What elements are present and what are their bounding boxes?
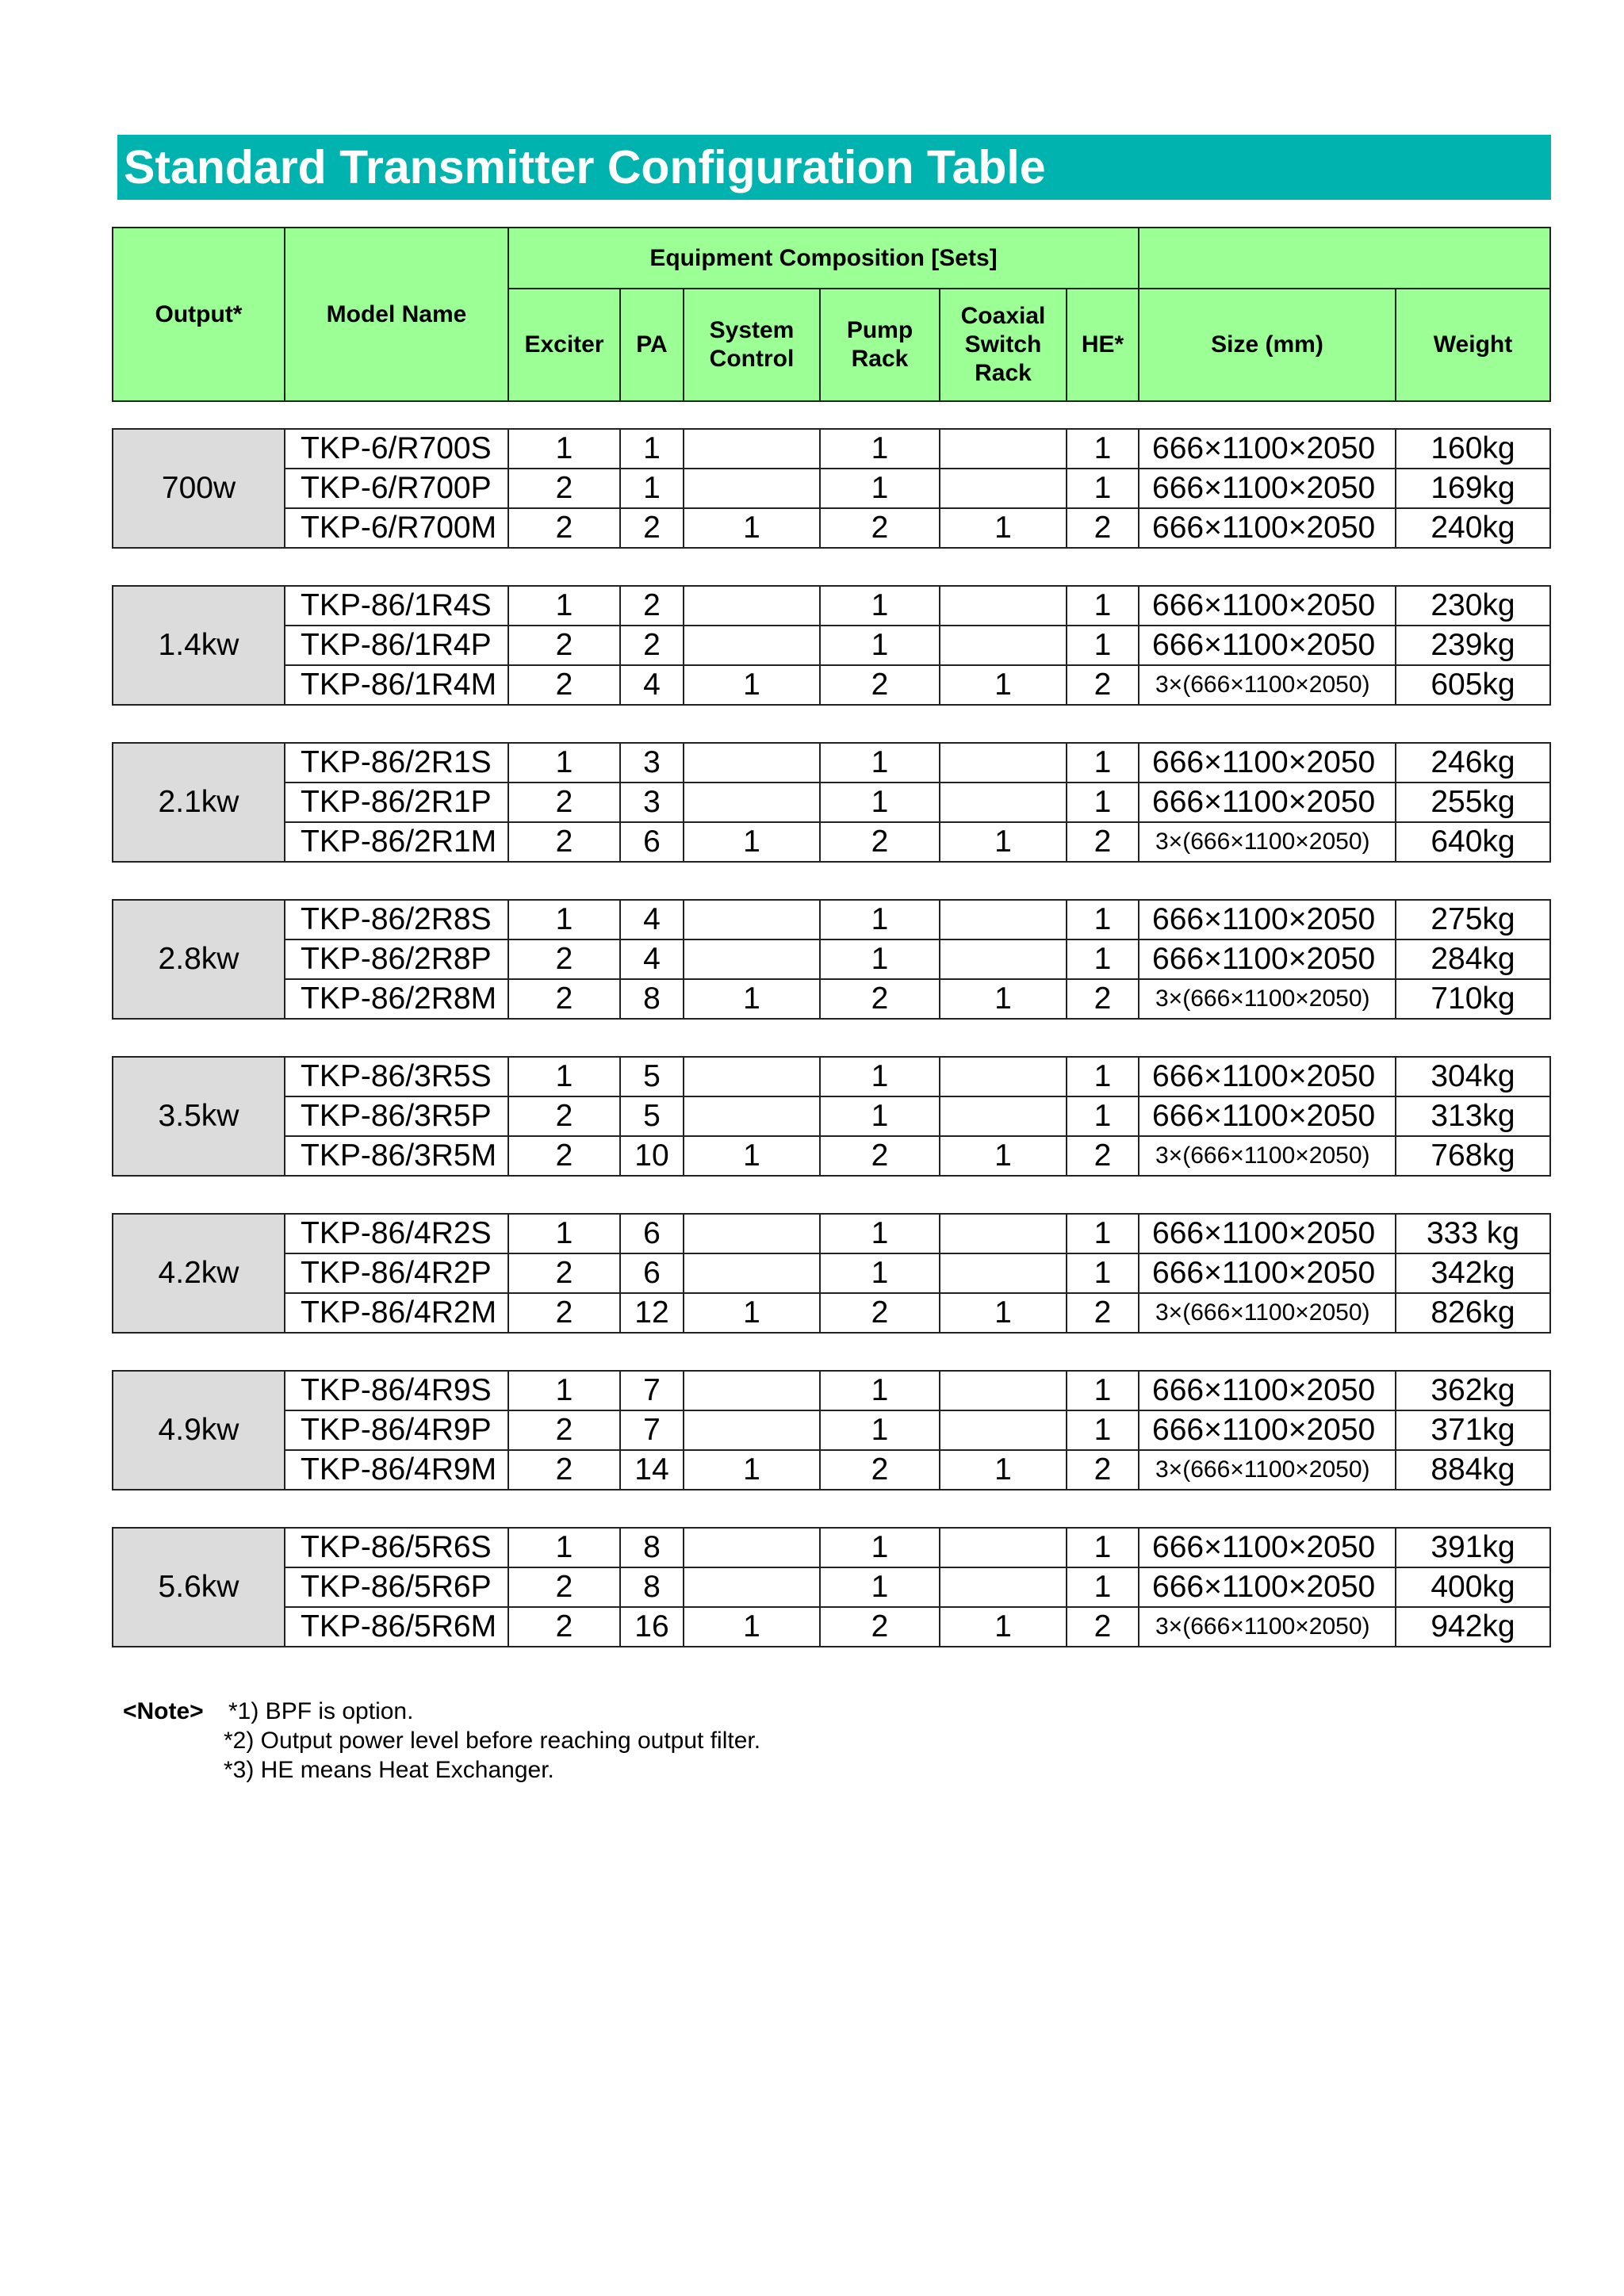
he-count: 2 xyxy=(1067,508,1139,548)
he-count: 1 xyxy=(1067,1214,1139,1253)
pa-count: 6 xyxy=(620,822,684,862)
weight: 371kg xyxy=(1396,1410,1550,1450)
system-control-count xyxy=(684,469,820,508)
system-control-count: 1 xyxy=(684,665,820,705)
coaxial-switch-count xyxy=(940,1253,1067,1293)
pa-count: 14 xyxy=(620,1450,684,1490)
size-mm: 666×1100×2050 xyxy=(1139,743,1396,783)
coaxial-switch-count: 1 xyxy=(940,508,1067,548)
table-row xyxy=(113,1410,1550,1450)
pa-count: 7 xyxy=(620,1371,684,1410)
note-label: <Note> xyxy=(123,1698,204,1724)
size-mm: 3×(666×1100×2050) xyxy=(1139,665,1396,705)
pump-rack-count: 1 xyxy=(820,429,940,469)
size-mm: 666×1100×2050 xyxy=(1139,1567,1396,1607)
he-count: 1 xyxy=(1067,900,1139,939)
pa-count: 8 xyxy=(620,1567,684,1607)
header-system-control xyxy=(684,289,820,401)
weight: 362kg xyxy=(1396,1371,1550,1410)
model-name: TKP-86/4R2P xyxy=(285,1253,508,1293)
weight: 313kg xyxy=(1396,1096,1550,1136)
pa-count: 6 xyxy=(620,1214,684,1253)
he-count: 1 xyxy=(1067,1096,1139,1136)
model-name: TKP-86/1R4S xyxy=(285,586,508,626)
system-control-count: 1 xyxy=(684,979,820,1019)
weight: 391kg xyxy=(1396,1528,1550,1567)
he-count: 1 xyxy=(1067,1528,1139,1567)
size-mm: 3×(666×1100×2050) xyxy=(1139,1136,1396,1176)
pump-rack-count: 1 xyxy=(820,626,940,665)
model-name: TKP-86/2R8P xyxy=(285,939,508,979)
exciter-count: 2 xyxy=(508,822,620,862)
output-group-3-5kw xyxy=(112,1056,1551,1177)
system-control-count xyxy=(684,900,820,939)
output-power: 700w xyxy=(113,429,285,548)
coaxial-switch-count xyxy=(940,429,1067,469)
table-row xyxy=(113,1450,1550,1490)
he-count: 1 xyxy=(1067,1253,1139,1293)
table-row xyxy=(113,1528,1550,1567)
header-pa: PA xyxy=(620,289,684,401)
pump-rack-count: 2 xyxy=(820,1450,940,1490)
size-mm: 666×1100×2050 xyxy=(1139,626,1396,665)
exciter-count: 2 xyxy=(508,979,620,1019)
pump-rack-count: 1 xyxy=(820,586,940,626)
table-row xyxy=(113,900,1550,939)
page-title: Standard Transmitter Configuration Table xyxy=(117,135,1551,200)
coaxial-switch-count: 1 xyxy=(940,1607,1067,1647)
output-power: 2.8kw xyxy=(113,900,285,1019)
table-row xyxy=(113,979,1550,1019)
model-name: TKP-86/4R9P xyxy=(285,1410,508,1450)
model-name: TKP-86/5R6P xyxy=(285,1567,508,1607)
pump-rack-count: 2 xyxy=(820,1136,940,1176)
size-mm: 666×1100×2050 xyxy=(1139,508,1396,548)
pump-rack-count: 1 xyxy=(820,1528,940,1567)
pump-rack-count: 2 xyxy=(820,979,940,1019)
pa-count: 1 xyxy=(620,469,684,508)
model-name: TKP-86/5R6M xyxy=(285,1607,508,1647)
model-name: TKP-86/2R8S xyxy=(285,900,508,939)
size-mm: 3×(666×1100×2050) xyxy=(1139,1293,1396,1333)
system-control-count xyxy=(684,1410,820,1450)
coaxial-switch-count xyxy=(940,783,1067,822)
weight: 710kg xyxy=(1396,979,1550,1019)
model-name: TKP-86/3R5M xyxy=(285,1136,508,1176)
exciter-count: 1 xyxy=(508,1057,620,1096)
exciter-count: 2 xyxy=(508,1293,620,1333)
output-group-4-2kw xyxy=(112,1213,1551,1334)
weight: 605kg xyxy=(1396,665,1550,705)
size-mm: 3×(666×1100×2050) xyxy=(1139,979,1396,1019)
coaxial-switch-count xyxy=(940,743,1067,783)
system-control-count xyxy=(684,626,820,665)
coaxial-switch-count xyxy=(940,1410,1067,1450)
output-power: 3.5kw xyxy=(113,1057,285,1176)
pa-count: 4 xyxy=(620,939,684,979)
size-mm: 666×1100×2050 xyxy=(1139,1057,1396,1096)
size-mm: 666×1100×2050 xyxy=(1139,1528,1396,1567)
table-row xyxy=(113,469,1550,508)
exciter-count: 2 xyxy=(508,939,620,979)
table-row xyxy=(113,665,1550,705)
he-count: 1 xyxy=(1067,626,1139,665)
system-control-count xyxy=(684,743,820,783)
coaxial-switch-count xyxy=(940,900,1067,939)
pa-count: 12 xyxy=(620,1293,684,1333)
weight: 400kg xyxy=(1396,1567,1550,1607)
weight: 239kg xyxy=(1396,626,1550,665)
output-power: 5.6kw xyxy=(113,1528,285,1647)
config-table-header xyxy=(112,227,1551,402)
pa-count: 16 xyxy=(620,1607,684,1647)
pa-count: 7 xyxy=(620,1410,684,1450)
coaxial-switch-count xyxy=(940,1096,1067,1136)
weight: 342kg xyxy=(1396,1253,1550,1293)
model-name: TKP-86/1R4M xyxy=(285,665,508,705)
size-mm: 666×1100×2050 xyxy=(1139,429,1396,469)
weight: 768kg xyxy=(1396,1136,1550,1176)
weight: 884kg xyxy=(1396,1450,1550,1490)
size-mm: 666×1100×2050 xyxy=(1139,469,1396,508)
system-control-count xyxy=(684,586,820,626)
coaxial-switch-count xyxy=(940,1214,1067,1253)
system-control-count: 1 xyxy=(684,1607,820,1647)
weight: 826kg xyxy=(1396,1293,1550,1333)
exciter-count: 1 xyxy=(508,1371,620,1410)
exciter-count: 1 xyxy=(508,1214,620,1253)
coaxial-switch-count: 1 xyxy=(940,665,1067,705)
output-power: 4.9kw xyxy=(113,1371,285,1490)
model-name: TKP-86/2R1M xyxy=(285,822,508,862)
exciter-count: 2 xyxy=(508,1253,620,1293)
output-group-4-9kw xyxy=(112,1370,1551,1490)
size-mm: 666×1100×2050 xyxy=(1139,1410,1396,1450)
pa-count: 8 xyxy=(620,979,684,1019)
weight: 255kg xyxy=(1396,783,1550,822)
pump-rack-count: 1 xyxy=(820,469,940,508)
coaxial-switch-count xyxy=(940,626,1067,665)
table-row xyxy=(113,822,1550,862)
output-power: 4.2kw xyxy=(113,1214,285,1333)
exciter-count: 2 xyxy=(508,508,620,548)
output-power: 2.1kw xyxy=(113,743,285,862)
pump-rack-count: 1 xyxy=(820,1371,940,1410)
exciter-count: 1 xyxy=(508,743,620,783)
header-blank xyxy=(1139,228,1550,289)
size-mm: 3×(666×1100×2050) xyxy=(1139,1607,1396,1647)
exciter-count: 2 xyxy=(508,1136,620,1176)
exciter-count: 2 xyxy=(508,783,620,822)
pa-count: 5 xyxy=(620,1096,684,1136)
size-mm: 3×(666×1100×2050) xyxy=(1139,822,1396,862)
model-name: TKP-86/4R2S xyxy=(285,1214,508,1253)
he-count: 1 xyxy=(1067,1410,1139,1450)
exciter-count: 2 xyxy=(508,665,620,705)
model-name: TKP-86/2R8M xyxy=(285,979,508,1019)
coaxial-switch-count xyxy=(940,1528,1067,1567)
table-row xyxy=(113,626,1550,665)
header-coaxial-switch-rack xyxy=(940,289,1067,401)
he-count: 1 xyxy=(1067,1371,1139,1410)
output-group-1-4kw xyxy=(112,585,1551,706)
pa-count: 4 xyxy=(620,900,684,939)
pump-rack-count: 2 xyxy=(820,822,940,862)
header-pump-rack-line: Pump xyxy=(846,317,914,343)
pa-count: 2 xyxy=(620,586,684,626)
table-row xyxy=(113,1096,1550,1136)
coaxial-switch-count: 1 xyxy=(940,1293,1067,1333)
system-control-count: 1 xyxy=(684,508,820,548)
weight: 230kg xyxy=(1396,586,1550,626)
header-weight: Weight xyxy=(1396,289,1550,401)
table-row xyxy=(113,743,1550,783)
weight: 284kg xyxy=(1396,939,1550,979)
pa-count: 3 xyxy=(620,743,684,783)
table-row xyxy=(113,1214,1550,1253)
note-line-1: *1) BPF is option. xyxy=(228,1698,414,1724)
exciter-count: 2 xyxy=(508,1607,620,1647)
size-mm: 666×1100×2050 xyxy=(1139,900,1396,939)
size-mm: 666×1100×2050 xyxy=(1139,1096,1396,1136)
pa-count: 4 xyxy=(620,665,684,705)
pump-rack-count: 2 xyxy=(820,508,940,548)
header-size: Size (mm) xyxy=(1139,289,1396,401)
system-control-count xyxy=(684,1253,820,1293)
table-row xyxy=(113,1371,1550,1410)
exciter-count: 1 xyxy=(508,900,620,939)
coaxial-switch-count xyxy=(940,1567,1067,1607)
pump-rack-count: 1 xyxy=(820,1567,940,1607)
note-lines xyxy=(224,1697,760,1785)
pump-rack-count: 1 xyxy=(820,1410,940,1450)
table-row xyxy=(113,1136,1550,1176)
system-control-count xyxy=(684,1371,820,1410)
table-row xyxy=(113,586,1550,626)
output-group-2-8kw xyxy=(112,899,1551,1020)
he-count: 1 xyxy=(1067,1057,1139,1096)
header-pump-rack-line: Rack xyxy=(851,346,909,372)
size-mm: 666×1100×2050 xyxy=(1139,1371,1396,1410)
weight: 333 kg xyxy=(1396,1214,1550,1253)
model-name: TKP-86/1R4P xyxy=(285,626,508,665)
coaxial-switch-count xyxy=(940,1371,1067,1410)
pa-count: 3 xyxy=(620,783,684,822)
size-mm: 666×1100×2050 xyxy=(1139,586,1396,626)
header-exciter: Exciter xyxy=(508,289,620,401)
he-count: 1 xyxy=(1067,469,1139,508)
exciter-count: 2 xyxy=(508,626,620,665)
exciter-count: 1 xyxy=(508,586,620,626)
pa-count: 5 xyxy=(620,1057,684,1096)
model-name: TKP-86/4R2M xyxy=(285,1293,508,1333)
size-mm: 666×1100×2050 xyxy=(1139,1214,1396,1253)
size-mm: 666×1100×2050 xyxy=(1139,939,1396,979)
model-name: TKP-86/3R5P xyxy=(285,1096,508,1136)
exciter-count: 2 xyxy=(508,469,620,508)
coaxial-switch-count: 1 xyxy=(940,979,1067,1019)
header-pump-rack xyxy=(820,289,940,401)
table-row xyxy=(113,1253,1550,1293)
system-control-count: 1 xyxy=(684,1450,820,1490)
weight: 160kg xyxy=(1396,429,1550,469)
weight: 246kg xyxy=(1396,743,1550,783)
coaxial-switch-count: 1 xyxy=(940,1136,1067,1176)
size-mm: 666×1100×2050 xyxy=(1139,783,1396,822)
system-control-count xyxy=(684,1057,820,1096)
coaxial-switch-count xyxy=(940,1057,1067,1096)
model-name: TKP-86/5R6S xyxy=(285,1528,508,1567)
pump-rack-count: 1 xyxy=(820,1214,940,1253)
pa-count: 2 xyxy=(620,626,684,665)
he-count: 2 xyxy=(1067,665,1139,705)
he-count: 1 xyxy=(1067,1567,1139,1607)
he-count: 1 xyxy=(1067,586,1139,626)
table-row xyxy=(113,1293,1550,1333)
weight: 942kg xyxy=(1396,1607,1550,1647)
pump-rack-count: 1 xyxy=(820,900,940,939)
table-row xyxy=(113,508,1550,548)
weight: 275kg xyxy=(1396,900,1550,939)
pump-rack-count: 1 xyxy=(820,1253,940,1293)
weight: 240kg xyxy=(1396,508,1550,548)
table-row xyxy=(113,939,1550,979)
pump-rack-count: 2 xyxy=(820,1607,940,1647)
system-control-count xyxy=(684,1214,820,1253)
model-name: TKP-86/3R5S xyxy=(285,1057,508,1096)
pump-rack-count: 1 xyxy=(820,743,940,783)
he-count: 2 xyxy=(1067,822,1139,862)
output-power: 1.4kw xyxy=(113,586,285,705)
pump-rack-count: 1 xyxy=(820,783,940,822)
pa-count: 6 xyxy=(620,1253,684,1293)
pump-rack-count: 1 xyxy=(820,1096,940,1136)
exciter-count: 2 xyxy=(508,1450,620,1490)
note-line-3: *3) HE means Heat Exchanger. xyxy=(224,1757,554,1783)
system-control-count xyxy=(684,1567,820,1607)
output-group-700w xyxy=(112,428,1551,549)
exciter-count: 2 xyxy=(508,1567,620,1607)
he-count: 1 xyxy=(1067,783,1139,822)
coaxial-switch-count: 1 xyxy=(940,822,1067,862)
size-mm: 666×1100×2050 xyxy=(1139,1253,1396,1293)
note-line-2: *2) Output power level before reaching output filter. xyxy=(224,1728,761,1754)
weight: 304kg xyxy=(1396,1057,1550,1096)
system-control-count xyxy=(684,783,820,822)
system-control-count xyxy=(684,429,820,469)
he-count: 1 xyxy=(1067,743,1139,783)
model-name: TKP-6/R700M xyxy=(285,508,508,548)
header-equipment-composition: Equipment Composition [Sets] xyxy=(508,228,1139,289)
header-system-control-line: System xyxy=(709,317,795,343)
table-row xyxy=(113,1607,1550,1647)
coaxial-switch-count xyxy=(940,939,1067,979)
exciter-count: 2 xyxy=(508,1096,620,1136)
pa-count: 8 xyxy=(620,1528,684,1567)
weight: 640kg xyxy=(1396,822,1550,862)
model-name: TKP-86/2R1S xyxy=(285,743,508,783)
system-control-count xyxy=(684,1528,820,1567)
he-count: 1 xyxy=(1067,939,1139,979)
he-count: 2 xyxy=(1067,1136,1139,1176)
header-model-name: Model Name xyxy=(285,228,508,401)
he-count: 2 xyxy=(1067,1607,1139,1647)
system-control-count: 1 xyxy=(684,1136,820,1176)
pump-rack-count: 1 xyxy=(820,939,940,979)
coaxial-switch-count xyxy=(940,469,1067,508)
system-control-count: 1 xyxy=(684,1293,820,1333)
table-row xyxy=(113,783,1550,822)
table-row xyxy=(113,1057,1550,1096)
pump-rack-count: 2 xyxy=(820,665,940,705)
header-system-control-line: Control xyxy=(709,346,795,372)
header-he: HE* xyxy=(1067,289,1139,401)
model-name: TKP-86/4R9S xyxy=(285,1371,508,1410)
exciter-count: 1 xyxy=(508,1528,620,1567)
model-name: TKP-86/4R9M xyxy=(285,1450,508,1490)
he-count: 1 xyxy=(1067,429,1139,469)
header-coaxial-line: Rack xyxy=(975,360,1032,386)
exciter-count: 1 xyxy=(508,429,620,469)
he-count: 2 xyxy=(1067,1293,1139,1333)
exciter-count: 2 xyxy=(508,1410,620,1450)
header-output: Output* xyxy=(113,228,285,401)
model-name: TKP-86/2R1P xyxy=(285,783,508,822)
output-group-5-6kw xyxy=(112,1527,1551,1647)
table-row xyxy=(113,429,1550,469)
size-mm: 3×(666×1100×2050) xyxy=(1139,1450,1396,1490)
pa-count: 10 xyxy=(620,1136,684,1176)
he-count: 2 xyxy=(1067,1450,1139,1490)
weight: 169kg xyxy=(1396,469,1550,508)
system-control-count xyxy=(684,1096,820,1136)
pump-rack-count: 1 xyxy=(820,1057,940,1096)
output-group-2-1kw xyxy=(112,742,1551,863)
table-row xyxy=(113,1567,1550,1607)
system-control-count xyxy=(684,939,820,979)
coaxial-switch-count: 1 xyxy=(940,1450,1067,1490)
pump-rack-count: 2 xyxy=(820,1293,940,1333)
system-control-count: 1 xyxy=(684,822,820,862)
model-name: TKP-6/R700P xyxy=(285,469,508,508)
pa-count: 1 xyxy=(620,429,684,469)
he-count: 2 xyxy=(1067,979,1139,1019)
header-coaxial-line: Switch xyxy=(964,331,1042,358)
model-name: TKP-6/R700S xyxy=(285,429,508,469)
header-coaxial-line: Coaxial xyxy=(960,303,1046,329)
pa-count: 2 xyxy=(620,508,684,548)
coaxial-switch-count xyxy=(940,586,1067,626)
